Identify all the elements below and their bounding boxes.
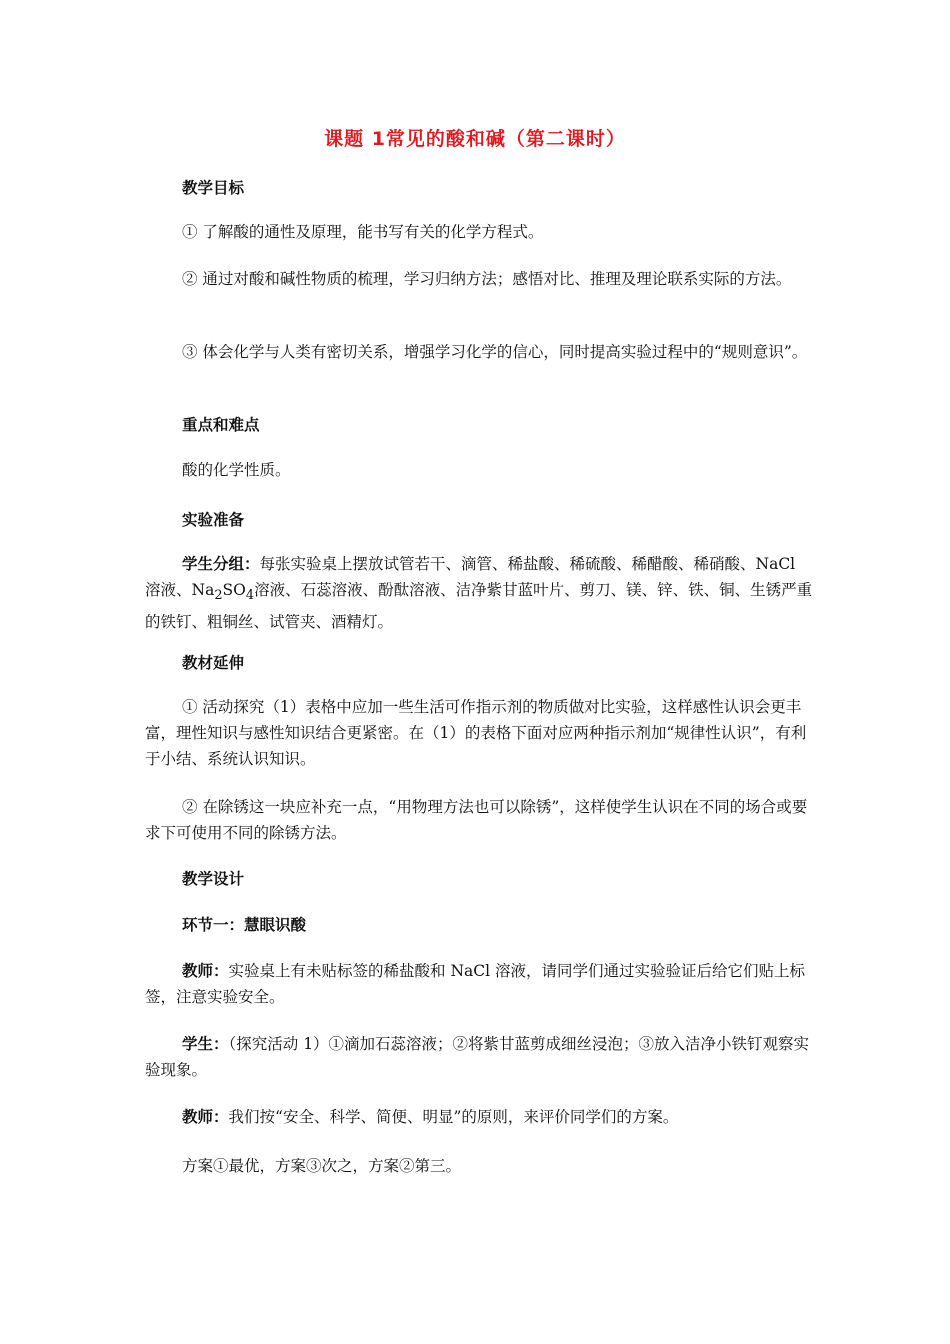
teacher-label-2: 教师： <box>182 1108 229 1126</box>
key-points-text: 酸的化学性质。 <box>182 461 291 479</box>
student-text: （探究活动 1）①滴加石蕊溶液；②将紫甘蓝剪成细丝浸泡；③放入洁净小铁钉观察实验现象。 <box>145 1035 810 1079</box>
extension-heading: 教材延伸 <box>182 654 245 672</box>
teacher-label: 教师： <box>182 962 229 980</box>
preparation-text-c: 溶液、石蕊溶液、酚酞溶液、洁净紫甘蓝叶片、剪刀、镁、锌、铁、铜、生锈严重的铁钉、粗铜丝、试管夹、酒精灯。 <box>145 581 813 632</box>
teacher-text-2: 我们按“安全、科学、简便、明显”的原则，来评价同学们的方案。 <box>228 1108 679 1126</box>
section1-heading: 环节一：慧眼识酸 <box>182 916 307 934</box>
conclusion-text: 方案①最优，方案③次之，方案②第三。 <box>182 1157 462 1175</box>
preparation-text-b: SO <box>222 581 246 599</box>
extension-item-1: ① 活动探究（1）表格中应加一些生活可作指示剂的物质做对比实验，这样感性认识会更丰富，理性知识与感性知识结合更紧密。在（1）的表格下面对应两种指示剂加“规律性认识”，有利于小结、系统认识知识。 <box>145 698 807 768</box>
preparation-lead: 学生分组： <box>182 555 260 573</box>
objectives-heading: 教学目标 <box>182 179 245 197</box>
objective-item-2: ② 通过对酸和碱性物质的梳理，学习归纳方法；感悟对比、推理及理论联系实际的方法。 <box>182 270 792 288</box>
teacher-paragraph-1 <box>145 958 815 1010</box>
preparation-paragraph <box>145 551 815 635</box>
document-title: 课题 1常见的酸和碱（第二课时） <box>324 128 626 150</box>
subscript-4: 4 <box>245 588 255 604</box>
objective-item-3: ③ 体会化学与人类有密切关系，增强学习化学的信心，同时提高实验过程中的“规则意识”。 <box>182 343 808 361</box>
design-heading: 教学设计 <box>182 870 245 888</box>
preparation-heading: 实验准备 <box>182 511 245 529</box>
key-points-heading: 重点和难点 <box>182 416 260 434</box>
teacher-text-1: 实验桌上有未贴标签的稀盐酸和 NaCl 溶液，请同学们通过实验验证后给它们贴上标签，注意实验安全。 <box>145 962 805 1006</box>
teacher-paragraph-2 <box>145 1104 815 1130</box>
extension-item-2: ② 在除锈这一块应补充一点，“用物理方法也可以除锈”，这样使学生认识在不同的场合或要求下可使用不同的除锈方法。 <box>145 798 808 842</box>
student-paragraph <box>145 1031 815 1083</box>
preparation-text-a: 每张实验桌上摆放试管若干、滴管、稀盐酸、稀硫酸、稀醋酸、稀硝酸、NaCl 溶液、Na <box>145 555 796 599</box>
objective-item-1: ① 了解酸的通性及原理，能书写有关的化学方程式。 <box>182 223 544 241</box>
student-label: 学生： <box>182 1035 229 1053</box>
subscript-2: 2 <box>214 588 223 604</box>
